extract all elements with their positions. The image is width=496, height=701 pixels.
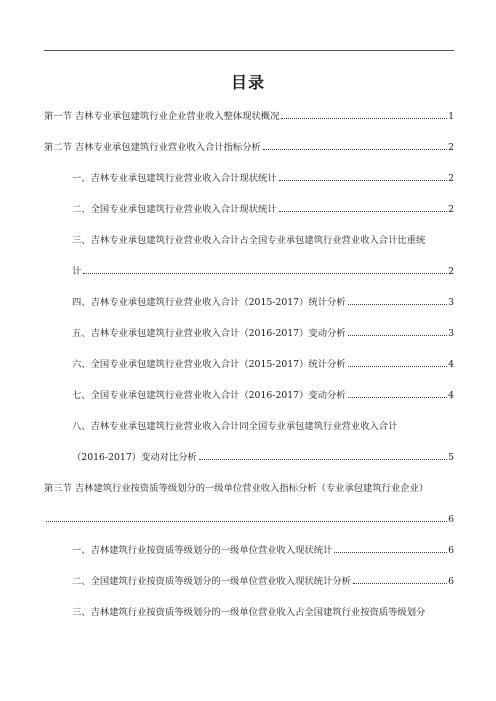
toc-page-number: 4 <box>448 390 454 401</box>
toc-entry-text: 二、全国专业承包建筑行业营业收入合计现状统计 <box>72 204 277 215</box>
toc-entry-2-2[interactable] <box>72 204 454 216</box>
toc-entry-3-3-line1[interactable]: 三、吉林建筑行业按资质等级划分的一级单位营业收入占全国建筑行业按资质等级划分 <box>72 607 426 618</box>
toc-entry-text: 五、吉林专业承包建筑行业营业收入合计（2016-2017）变动分析 <box>72 328 346 339</box>
toc-entry-text: 六、全国专业承包建筑行业营业收入合计（2015-2017）统计分析 <box>72 359 346 370</box>
toc-entry-2-3-line2[interactable] <box>72 266 454 278</box>
dot-leader <box>353 582 447 584</box>
toc-page-number: 6 <box>448 545 454 556</box>
toc-entry-2-3-line1[interactable]: 三、吉林专业承包建筑行业营业收入合计占全国专业承包建筑行业营业收入合计比重统 <box>72 235 426 246</box>
toc-entry-3-1[interactable] <box>72 545 454 557</box>
toc-entry-section-1[interactable] <box>44 111 454 123</box>
toc-entry-section-3-line2[interactable] <box>44 514 454 526</box>
toc-entry-text: 一、吉林建筑行业按资质等级划分的一级单位营业收入现状统计 <box>72 545 333 556</box>
dot-leader <box>199 458 447 460</box>
toc-entry-text: （2016-2017）变动对比分析 <box>72 452 197 463</box>
toc-page-number: 2 <box>448 142 454 153</box>
dot-leader <box>279 210 448 212</box>
toc-entry-text: 第一节 吉林专业承包建筑行业企业营业收入整体现状概况 <box>44 111 280 122</box>
dot-leader <box>348 334 447 336</box>
toc-entry-2-6[interactable] <box>72 359 454 371</box>
toc-page-number: 3 <box>448 328 454 339</box>
dot-leader <box>263 148 447 150</box>
dot-leader <box>348 303 447 305</box>
dot-leader <box>348 365 447 367</box>
toc-page-number: 6 <box>448 514 454 525</box>
dot-leader <box>334 551 447 553</box>
toc-entry-2-8-line2[interactable] <box>72 452 454 464</box>
toc-page-number: 4 <box>448 359 454 370</box>
dot-leader <box>83 272 447 274</box>
dot-leader <box>348 396 447 398</box>
toc-entry-section-2[interactable] <box>44 142 454 154</box>
toc-page-number: 2 <box>448 266 454 277</box>
toc-entry-text: 一、吉林专业承包建筑行业营业收入合计现状统计 <box>72 173 277 184</box>
toc-title: 目录 <box>230 73 265 92</box>
toc-page-number: 2 <box>448 204 454 215</box>
dot-leader <box>279 179 448 181</box>
header-rule <box>44 50 454 51</box>
toc-page-number: 3 <box>448 297 454 308</box>
toc-entry-2-8-line1[interactable]: 八、吉林专业承包建筑行业营业收入合计同全国专业承包建筑行业营业收入合计 <box>72 421 398 432</box>
dot-leader <box>281 117 447 119</box>
toc-entry-text: 计 <box>72 266 82 277</box>
toc-entry-2-1[interactable] <box>72 173 454 185</box>
toc-page-number: 6 <box>448 576 454 587</box>
toc-page-number: 1 <box>448 111 454 122</box>
toc-page-number: 5 <box>448 452 454 463</box>
toc-entry-3-2[interactable] <box>72 576 454 588</box>
toc-entry-text: 第二节 吉林专业承包建筑行业营业收入合计指标分析 <box>44 142 261 153</box>
toc-entry-2-5[interactable] <box>72 328 454 340</box>
toc-entry-text: 七、全国专业承包建筑行业营业收入合计（2016-2017）变动分析 <box>72 390 346 401</box>
toc-entry-text: 四、吉林专业承包建筑行业营业收入合计（2015-2017）统计分析 <box>72 297 346 308</box>
toc-entry-2-4[interactable] <box>72 297 454 309</box>
dot-leader <box>46 520 447 522</box>
toc-entry-section-3-line1[interactable]: 第三节 吉林建筑行业按资质等级划分的一级单位营业收入指标分析（专业承包建筑行业企业） <box>44 483 429 494</box>
toc-entry-text: 二、全国建筑行业按资质等级划分的一级单位营业收入现状统计分析 <box>72 576 351 587</box>
toc-entry-2-7[interactable] <box>72 390 454 402</box>
toc-page-number: 2 <box>448 173 454 184</box>
